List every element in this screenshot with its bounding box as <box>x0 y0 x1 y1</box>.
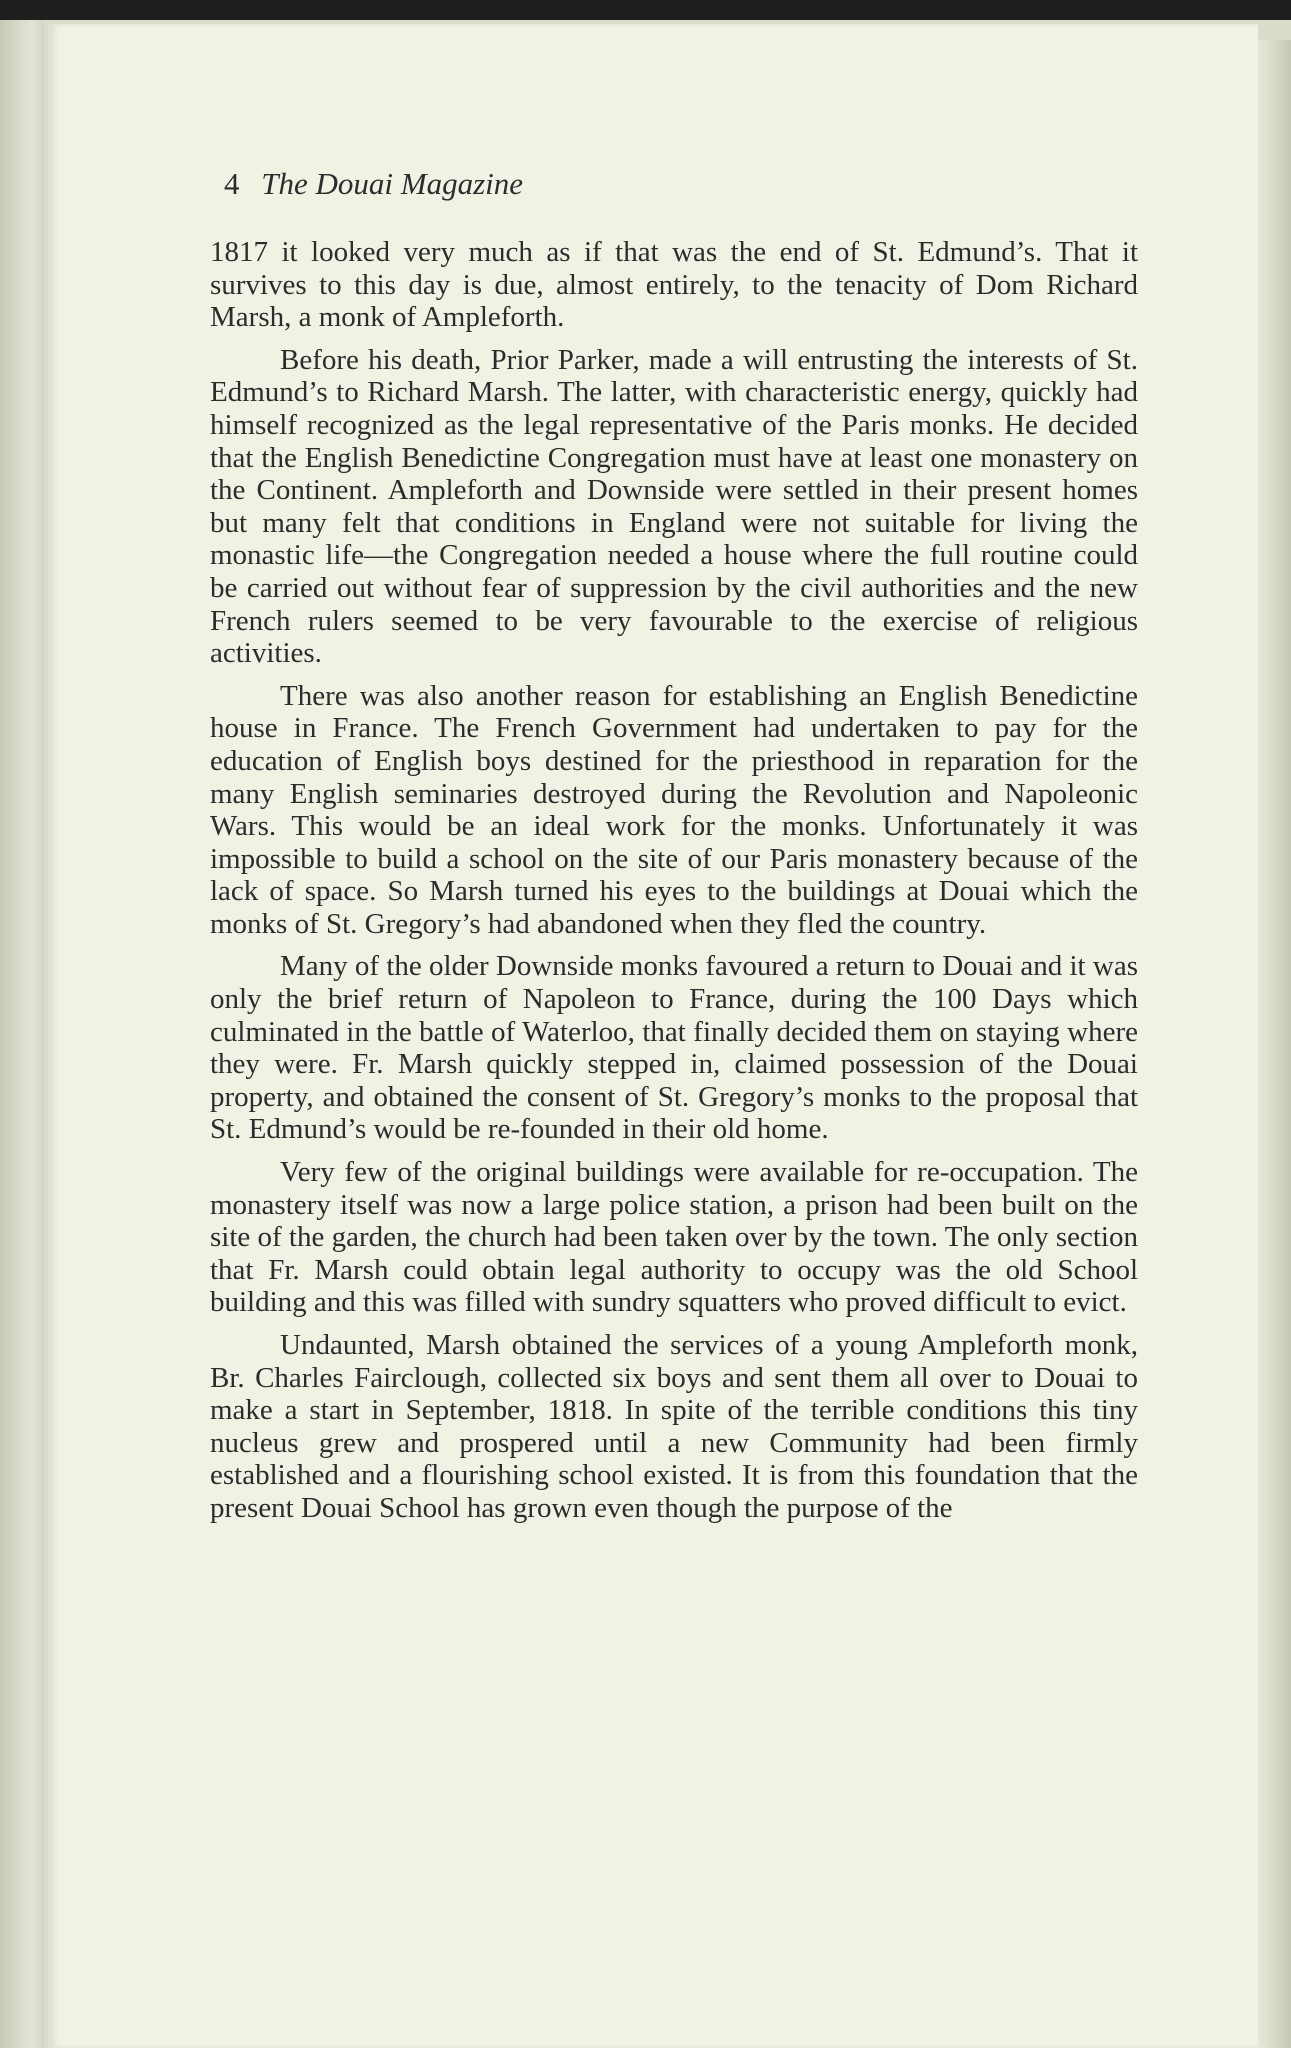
page-number: 4 <box>224 166 240 201</box>
paragraph: Before his death, Prior Parker, made a will entrusting the interests of St. Edmund’s to Richard Marsh. The latter, with characteristic energy, quickly had himself recognized as the legal representative of the Paris monks. He decided that the English Benedictine Congregation must have at least one monastery on the Continent. Ampleforth and Downside were settled in their present homes but many felt that conditions in England were not suitable for living the monastic life—the Congregation needed a house where the full routine could be carried out without fear of suppression by the civil authorities and the new French rulers seemed to be very favourable to the exercise of religious activities. <box>210 343 1138 670</box>
paragraph: Very few of the original buildings were available for re-occupation. The monastery itself was now a large police station, a prison had been built on the site of the garden, the church had been taken over by the town. The only section that Fr. Marsh could obtain legal authority to occupy was the old School building and this was filled with sundry squatters who proved difficult to evict. <box>210 1156 1138 1319</box>
publication-title: The Douai Magazine <box>261 166 524 201</box>
body-text <box>210 236 1138 1535</box>
paragraph: Many of the older Downside monks favoured a return to Douai and it was only the brief return of Napoleon to France, during the 100 Days which culminated in the battle of Waterloo, that finally decided them on staying where they were. Fr. Marsh quickly stepped in, claimed possession of the Douai property, and obtained the consent of St. Gregory’s monks to the proposal that St. Edmund’s would be re-founded in their old home. <box>210 950 1138 1146</box>
paragraph: There was also another reason for establishing an English Benedictine house in France. The French Government had undertaken to pay for the education of English boys destined for the priesthood in reparation for the many English seminaries destroyed during the Revolution and Napoleonic Wars. This would be an ideal work for the monks. Unfortunately it was impossible to build a school on the site of our Paris monastery because of the lack of space. So Marsh turned his eyes to the buildings at Douai which the monks of St. Gregory’s had abandoned when they fled the country. <box>210 679 1138 940</box>
paragraph-continued: 1817 it looked very much as if that was the end of St. Edmund’s. That it survives to this day is due, almost entirely, to the tenacity of Dom Richard Marsh, a monk of Ampleforth. <box>210 236 1138 334</box>
paragraph: Undaunted, Marsh obtained the services of a young Ampleforth monk, Br. Charles Fairclough, collected six boys and sent them all over to Douai to make a start in September, 1818. In spite of the terrible conditions this tiny nucleus grew and prospered until a new Community had been firmly established and a flourishing school existed. It is from this foundation that the present Douai School has grown even though the purpose of the <box>210 1329 1138 1524</box>
running-head <box>224 166 523 202</box>
facing-page-edge <box>0 20 44 2048</box>
page-edge-shadow <box>1258 40 1291 2048</box>
